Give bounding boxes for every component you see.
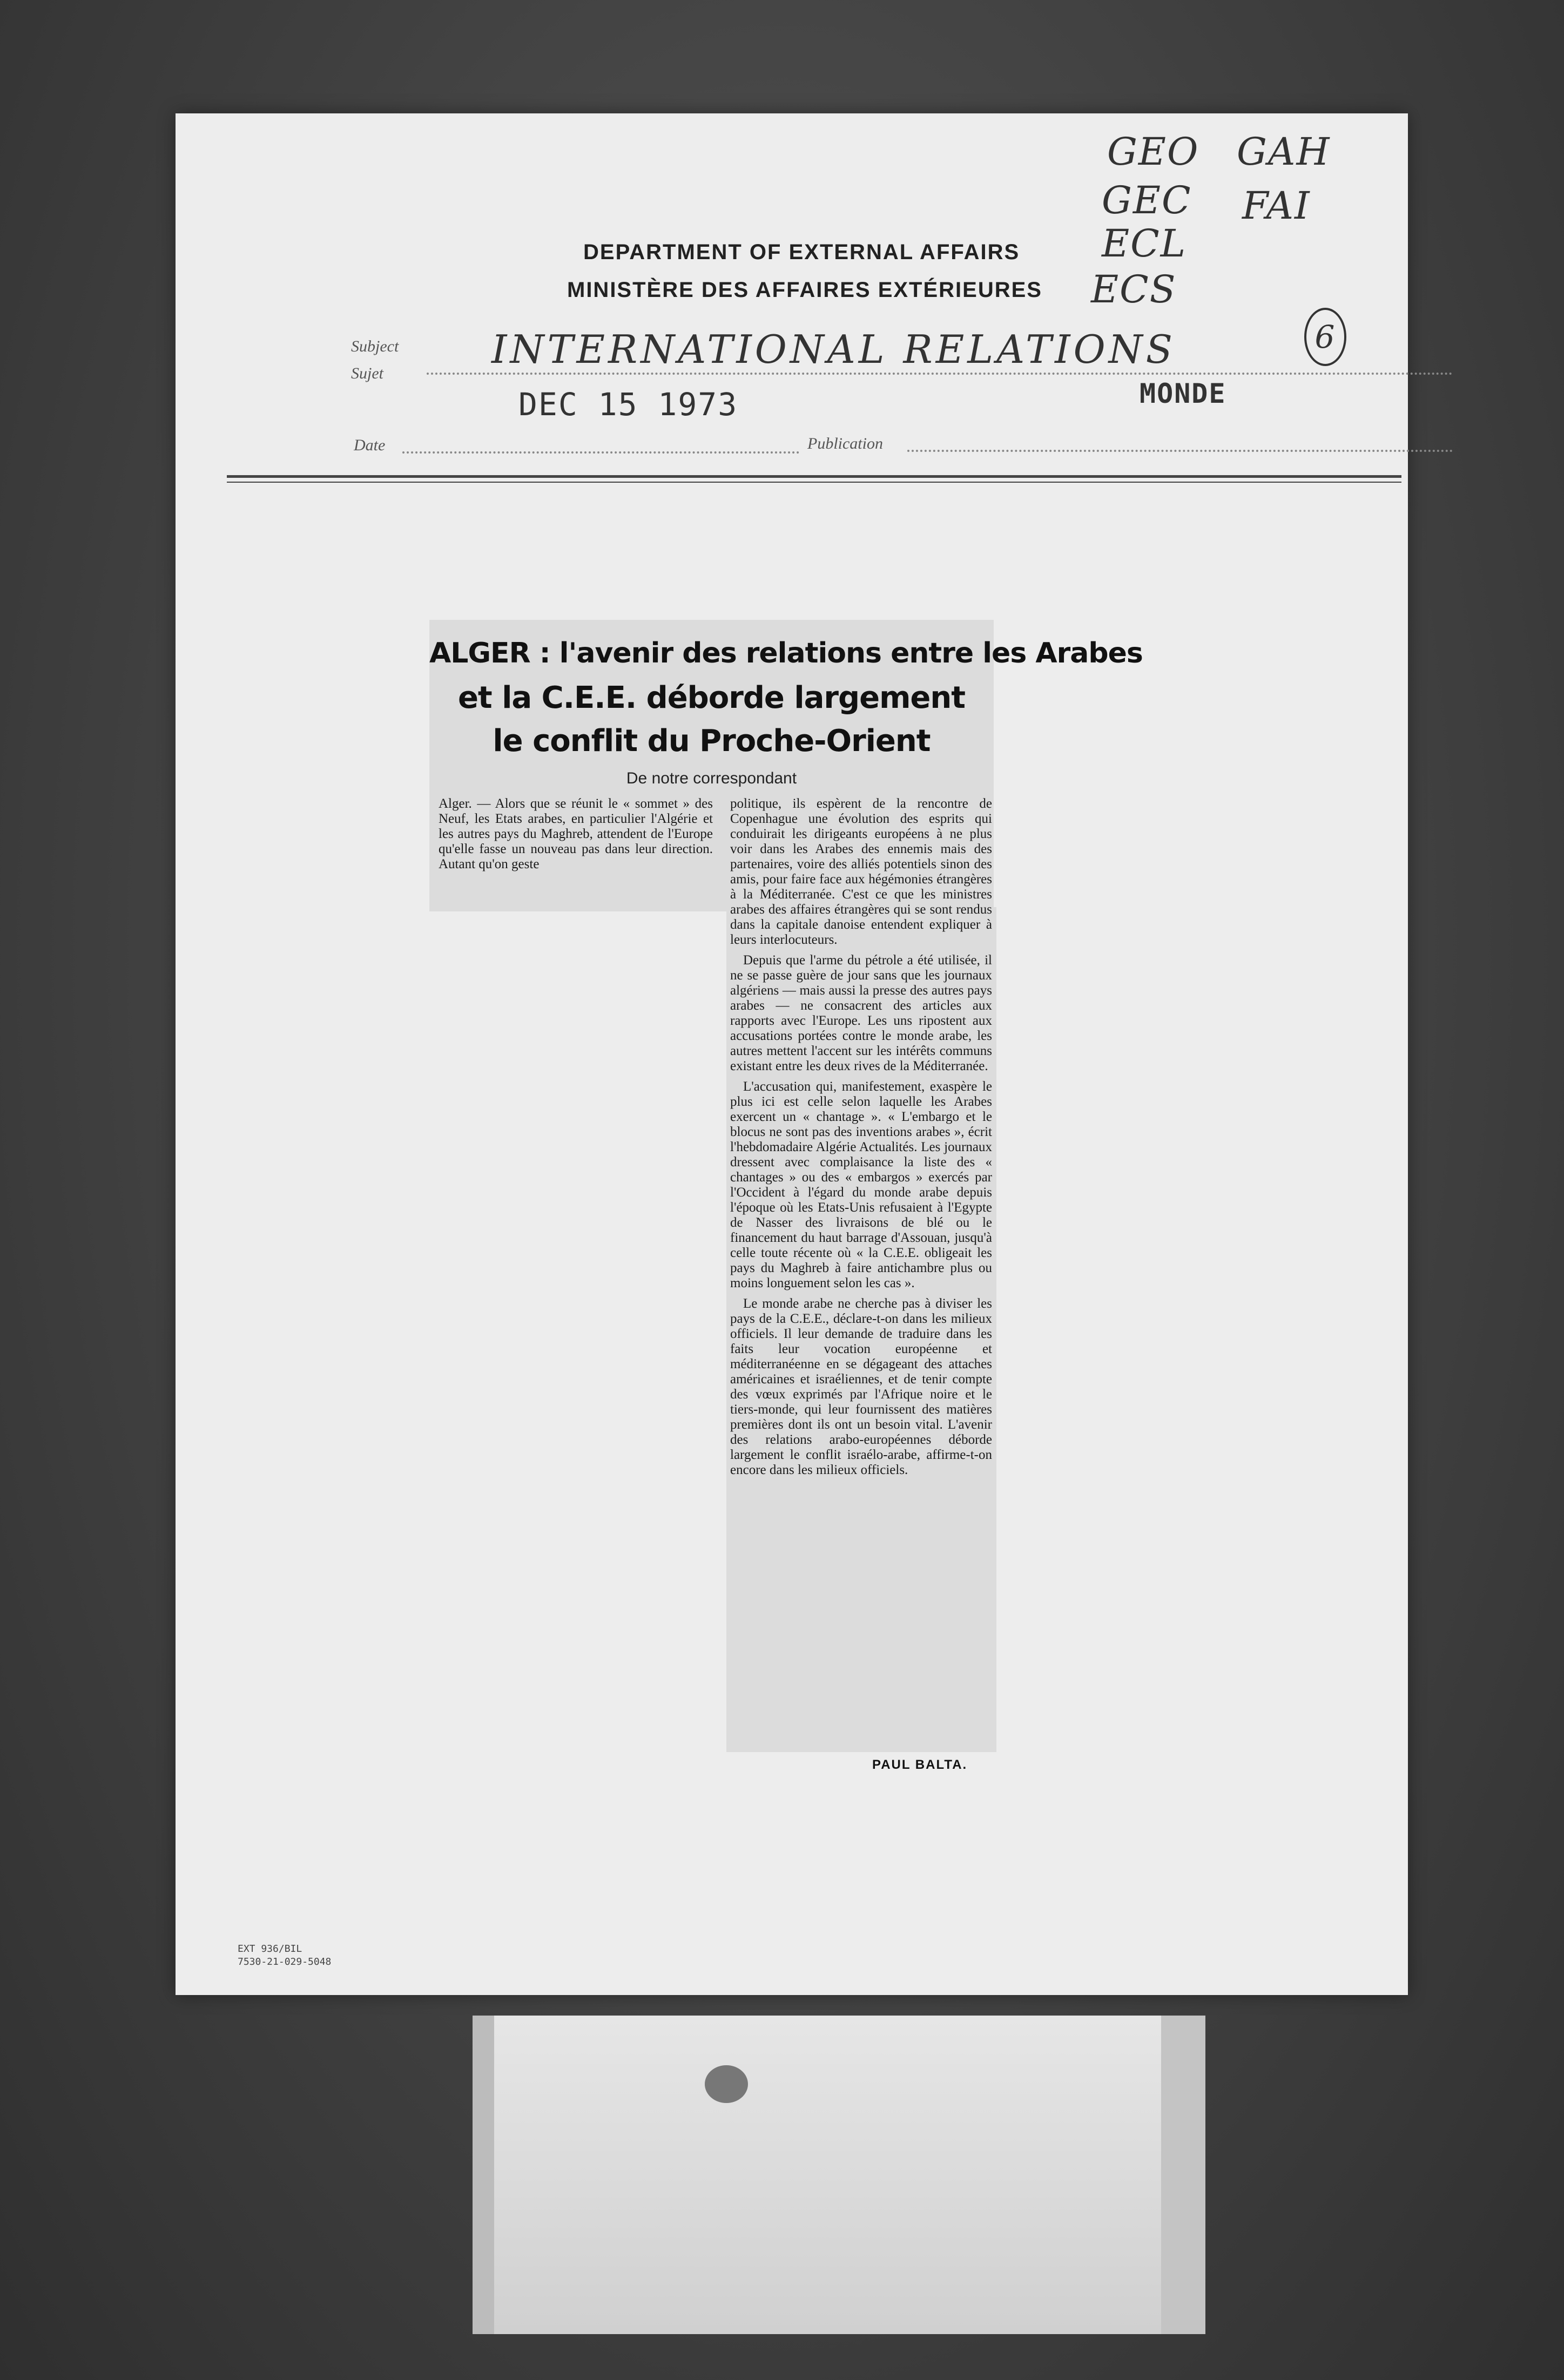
date-label: Date — [354, 436, 386, 454]
date-stamp: DEC 15 1973 — [518, 386, 738, 423]
byline: De notre correspondant — [626, 769, 797, 787]
publication-label: Publication — [807, 435, 883, 452]
handwritten-code: GEO — [1107, 130, 1199, 174]
header-rule-thin — [227, 482, 1401, 483]
circled-number — [1304, 308, 1346, 366]
subject-value: INTERNATIONAL RELATIONS — [491, 327, 1176, 372]
subject-dotted-line — [427, 373, 1453, 375]
folder-card-left-edge — [473, 2016, 494, 2334]
handwritten-code: GEC — [1102, 178, 1192, 222]
form-code-line-1: EXT 936/BIL — [238, 1943, 302, 1955]
department-name-en: DEPARTMENT OF EXTERNAL AFFAIRS — [583, 240, 1020, 264]
headline-line-3: le conflit du Proche-Orient — [493, 724, 931, 759]
folder-card-right-edge — [1161, 2016, 1205, 2334]
handwritten-code: FAI — [1242, 184, 1311, 228]
article-paragraph: Alger. — Alors que se réunit le « sommet » des Neuf, les Etats arabes, en particulier l'Algérie et les autres pays du Maghreb, attendent de l'Europe qu'elle fasse un nouveau pas dans leur direction. Autant qu'on geste — [439, 796, 713, 871]
folder-card — [473, 2016, 1205, 2334]
circled-number-text: 6 — [1314, 319, 1336, 355]
publication-dotted-line — [907, 450, 1453, 452]
article-paragraph: L'accusation qui, manifestement, exaspère le plus ici est celle selon laquelle les Arabes exercent un « chantage ». « L'embargo et le blocus ne sont pas des inventions arabes », écrit l'hebdomadaire Algérie Actualités. Les journaux dressent avec complaisance la liste des « chantages » ou des « embargos » exercés par l'Occident à l'égard du monde arabe depuis l'époque où les Etats-Unis refusaient à l'Egypte de Nasser des livraisons de blé ou le financement du haut barrage d'Assouan, jusqu'à celle toute récente où « la C.E.E. obligeait les pays du Maghreb à faire antichambre plus ou moins longuement selon les cas ». — [730, 1079, 992, 1290]
article-paragraph: Depuis que l'arme du pétrole a été utilisée, il ne se passe guère de jour sans que les journaux algériens — mais aussi la presse des autres pays arabes — ne consacrent des articles aux rapports avec l'Europe. Les uns ripostent aux accusations portées contre le monde arabe, les autres mettent l'accent sur les intérêts communs existant entre les deux rives de la Méditerranée. — [730, 953, 992, 1073]
handwritten-code: ECL — [1102, 221, 1187, 266]
date-dotted-line — [402, 451, 799, 454]
folder-ink-mark — [705, 2065, 748, 2103]
handwritten-code: ECS — [1091, 267, 1177, 312]
publication-stamp: MONDE — [1140, 378, 1226, 409]
subject-label-en: Subject — [351, 337, 399, 355]
department-name-fr: MINISTÈRE DES AFFAIRES EXTÉRIEURES — [567, 278, 1042, 302]
handwritten-code: GAH — [1237, 130, 1331, 174]
article-paragraph: politique, ils espèrent de la rencontre de Copenhague une évolution des esprits qui conduirait les dirigeants européens à ne plus voir dans les Arabes des ennemis mais des partenaires, voire des alliés potentiels sinon des amis, pour faire face aux hégémonies étrangères à la Méditerranée. C'est ce que les ministres arabes des affaires étrangères qui se sont rendus dans la capitale danoise entendent expliquer à leurs interlocuteurs. — [730, 796, 992, 947]
subject-label-fr: Sujet — [351, 364, 383, 382]
form-code-line-2: 7530-21-029-5048 — [238, 1956, 332, 1967]
article-column-2 — [730, 796, 992, 1483]
header-rule — [227, 475, 1401, 478]
headline-line-2: et la C.E.E. déborde largement — [457, 680, 966, 715]
article-author: PAUL BALTA. — [872, 1757, 968, 1772]
article-paragraph: Le monde arabe ne cherche pas à diviser les pays de la C.E.E., déclare-t-on dans les milieux officiels. Il leur demande de traduire dans les faits leur vocation européenne et méditerranéenne en se dégageant des attaches américaines et israéliennes, et de tenir compte des vœux exprimés par l'Afrique noire et le tiers-monde, qui leur fournissent des matières premières dont ils ont un besoin vital. L'avenir des relations arabo-européennes déborde largement le conflit israélo-arabe, affirme-t-on encore dans les milieux officiels. — [730, 1296, 992, 1477]
article-column-1 — [439, 796, 713, 877]
headline-line-1: ALGER : l'avenir des relations entre les Arabes — [429, 637, 1143, 670]
